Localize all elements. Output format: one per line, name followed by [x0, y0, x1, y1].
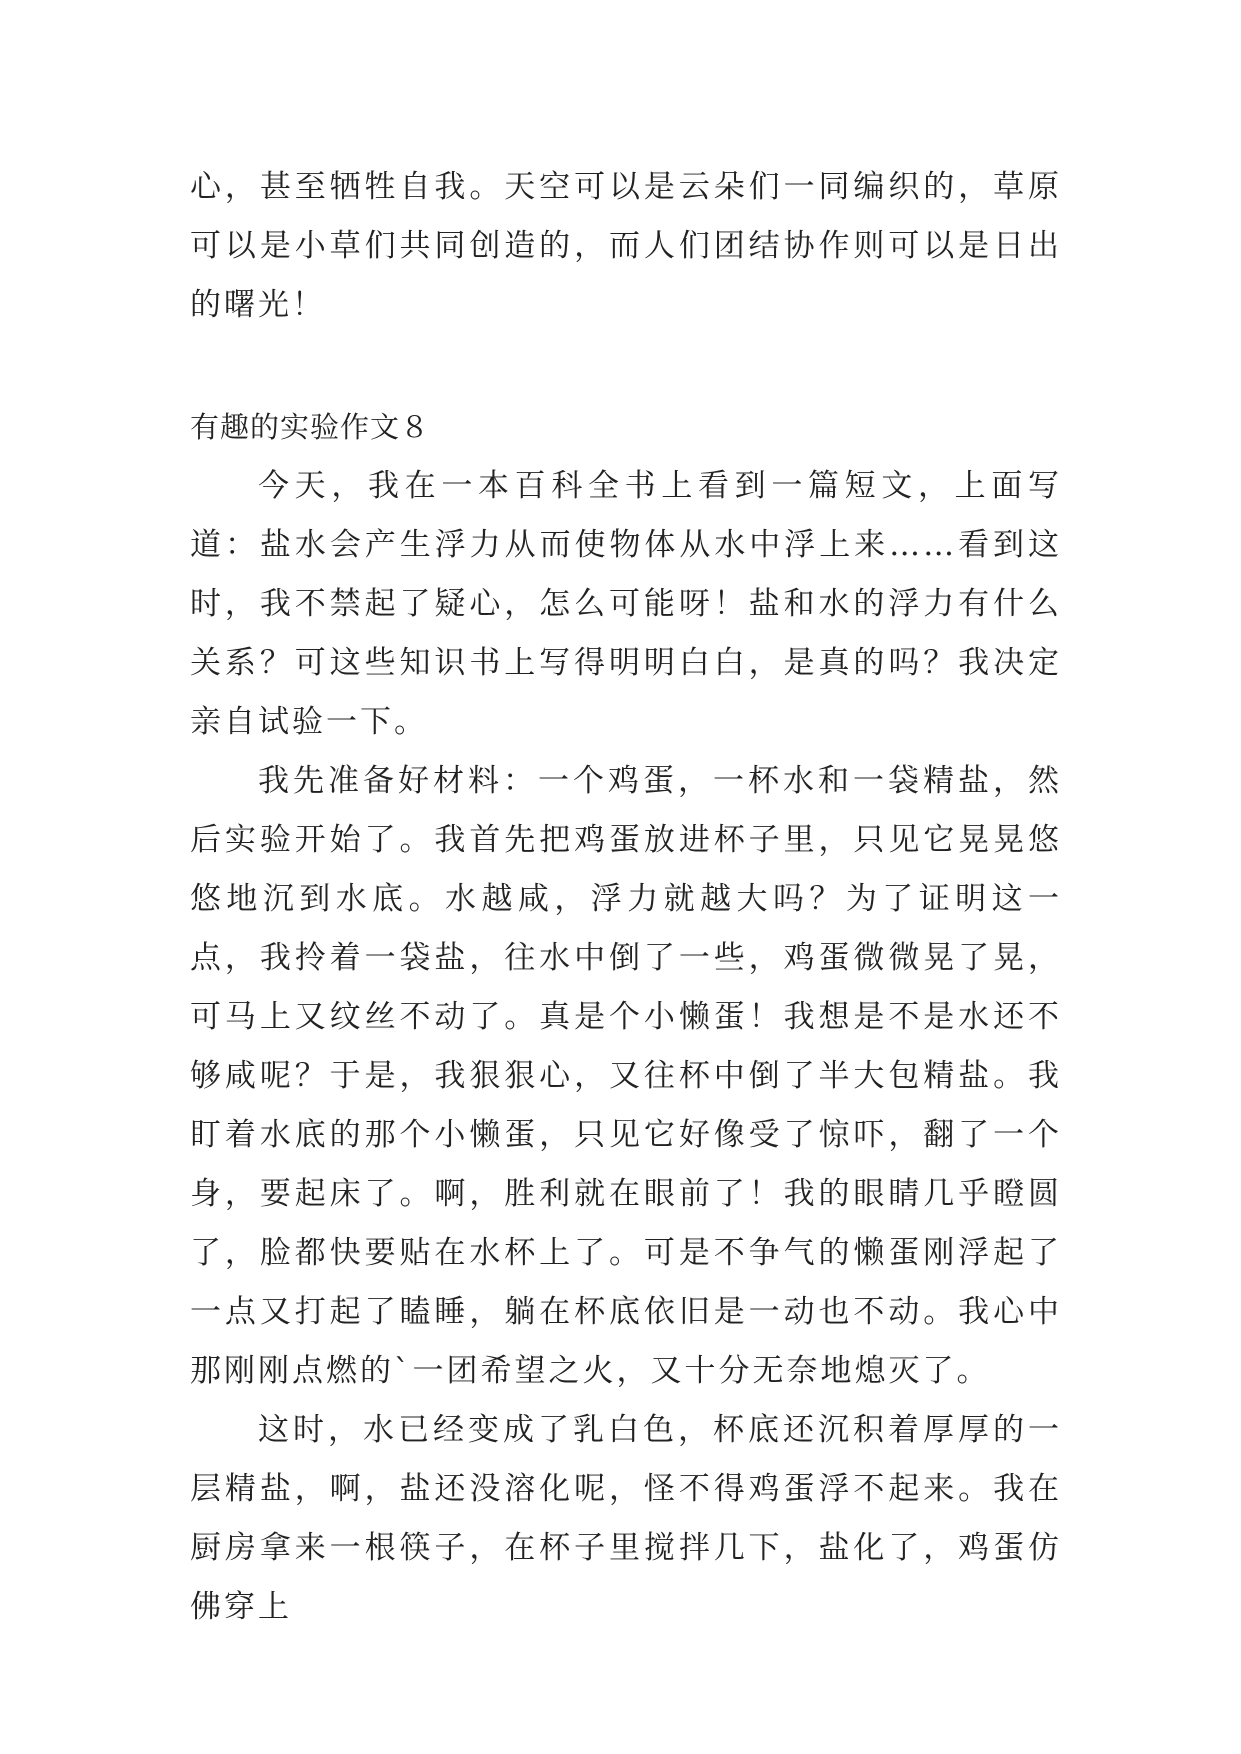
fragment-paragraph: 心，甚至牺牲自我。天空可以是云朵们一同编织的，草原可以是小草们共同创造的，而人们团结协作则可以是日出的曙光！: [190, 169, 1062, 323]
document-body: [190, 158, 1062, 1637]
paragraph-3: 这时，水已经变成了乳白色，杯底还沉积着厚厚的一层精盐，啊，盐还没溶化呢，怪不得鸡蛋浮不起来。我在厨房拿来一根筷子，在杯子里搅拌几下，盐化了，鸡蛋仿佛穿上: [190, 1412, 1062, 1625]
paragraph-2: 我先准备好材料：一个鸡蛋，一杯水和一袋精盐，然后实验开始了。我首先把鸡蛋放进杯子里，只见它晃晃悠悠地沉到水底。水越咸，浮力就越大吗？为了证明这一点，我拎着一袋盐，往水中倒了一些，鸡蛋微微晃了晃，可马上又纹丝不动了。真是个小懒蛋！我想是不是水还不够咸呢？于是，我狠狠心，又往杯中倒了半大包精盐。我盯着水底的那个小懒蛋，只见它好像受了惊吓，翻了一个身，要起床了。啊，胜利就在眼前了！我的眼睛几乎瞪圆了，脸都快要贴在水杯上了。可是不争气的懒蛋刚浮起了一点又打起了瞌睡，躺在杯底依旧是一动也不动。我心中那刚刚点燃的`一团希望之火，又十分无奈地熄灭了。: [190, 763, 1062, 1389]
section-title: 有趣的实验作文８: [190, 410, 431, 444]
paragraph-1: 今天，我在一本百科全书上看到一篇短文，上面写道：盐水会产生浮力从而使物体从水中浮上来……看到这时，我不禁起了疑心，怎么可能呀！盐和水的浮力有什么关系？可这些知识书上写得明明白白，是真的吗？我决定亲自试验一下。: [190, 468, 1062, 740]
